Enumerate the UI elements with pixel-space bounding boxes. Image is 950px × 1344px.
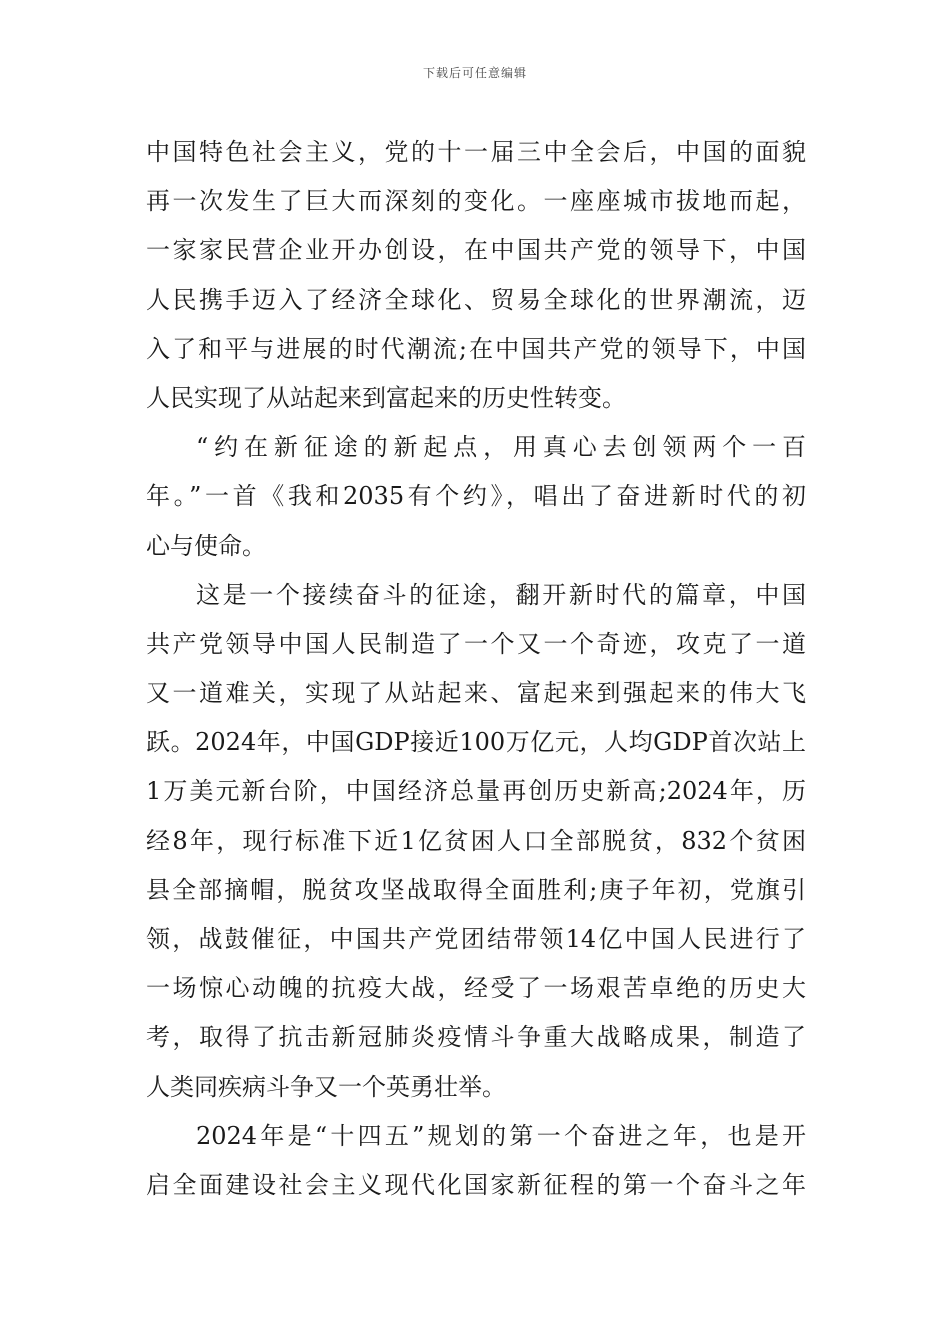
text-line: 县全部摘帽，脱贫攻坚战取得全面胜利;庚子年初，党旗引 [146,875,806,904]
text-line: 1万美元新台阶，中国经济总量再创历史新高;2024年，历 [146,777,806,806]
text-line: 一家家民营企业开办创设，在中国共产党的领导下，中国 [146,236,806,265]
text-line: 考，取得了抗击新冠肺炎疫情斗争重大战略成果，制造了 [146,1023,806,1052]
text-line: 领，战鼓催征，中国共产党团结带领14亿中国人民进行了 [146,925,806,953]
document-body [146,128,806,1210]
text-line: 心与使命。 [146,531,266,560]
text-line: 这是一个接续奋斗的征途，翻开新时代的篇章，中国 [196,580,806,609]
text-line: 启全面建设社会主义现代化国家新征程的第一个奋斗之年 [146,1170,806,1199]
text-line: 年。”一首《我和2035有个约》，唱出了奋进新时代的初 [146,482,806,511]
text-line: 一场惊心动魄的抗疫大战，经受了一场艰苦卓绝的历史大 [146,974,806,1003]
text-line: 人民携手迈入了经济全球化、贸易全球化的世界潮流，迈 [146,285,806,314]
text-line: 跃。2024年，中国GDP接近100万亿元，人均GDP首次站上 [146,728,806,757]
text-line: 2024年是“十四五”规划的第一个奋进之年，也是开 [196,1121,806,1150]
text-line: 共产党领导中国人民制造了一个又一个奇迹，攻克了一道 [146,629,806,658]
text-line: 再一次发生了巨大而深刻的变化。一座座城市拔地而起， [146,187,806,216]
text-line: 又一道难关，实现了从站起来、富起来到强起来的伟大飞 [146,679,806,708]
page-header-note: 下载后可任意编辑 [422,66,527,80]
text-line: 人民实现了从站起来到富起来的历史性转变。 [146,383,626,412]
text-line: 入了和平与进展的时代潮流;在中国共产党的领导下，中国 [146,334,806,363]
text-line: 人类同疾病斗争又一个英勇壮举。 [146,1072,506,1101]
text-line: 经8年，现行标准下近1亿贫困人口全部脱贫，832个贫困 [146,826,806,855]
text-line: “约在新征途的新起点，用真心去创领两个一百 [196,433,806,462]
text-line: 中国特色社会主义，党的十一届三中全会后，中国的面貌 [146,138,806,166]
